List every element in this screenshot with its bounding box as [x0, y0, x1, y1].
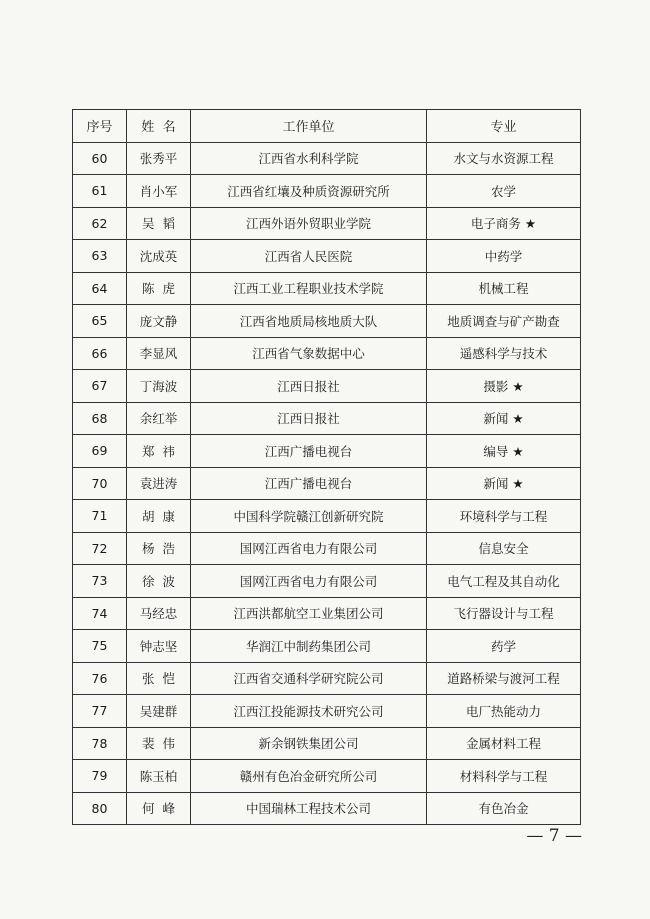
cell-name: 丁海波: [127, 370, 191, 403]
cell-unit: 江西日报社: [191, 402, 427, 435]
cell-unit: 江西省水利科学院: [191, 142, 427, 175]
table-row: [73, 435, 581, 468]
table-row: [73, 402, 581, 435]
cell-no: 70: [73, 467, 127, 500]
cell-major: 电厂热能动力: [427, 695, 581, 728]
table-row: [73, 467, 581, 500]
table-row: [73, 272, 581, 305]
cell-major: 摄影 ★: [427, 370, 581, 403]
cell-major: 飞行器设计与工程: [427, 597, 581, 630]
cell-name: 郑 祎: [127, 435, 191, 468]
header-name: 姓 名: [127, 110, 191, 143]
cell-no: 65: [73, 305, 127, 338]
cell-name: 何 峰: [127, 792, 191, 825]
cell-major: 机械工程: [427, 272, 581, 305]
page-number: — 7 —: [526, 826, 582, 846]
cell-unit: 新余钢铁集团公司: [191, 727, 427, 760]
cell-major: 中药学: [427, 240, 581, 273]
cell-no: 77: [73, 695, 127, 728]
cell-name: 陈玉柏: [127, 760, 191, 793]
cell-name: 庞文静: [127, 305, 191, 338]
cell-major: 遥感科学与技术: [427, 337, 581, 370]
cell-no: 80: [73, 792, 127, 825]
cell-unit: 江西省红壤及种质资源研究所: [191, 175, 427, 208]
cell-no: 60: [73, 142, 127, 175]
table-row: [73, 597, 581, 630]
cell-no: 71: [73, 500, 127, 533]
cell-name: 袁进涛: [127, 467, 191, 500]
cell-no: 63: [73, 240, 127, 273]
cell-no: 66: [73, 337, 127, 370]
cell-major: 水文与水资源工程: [427, 142, 581, 175]
cell-major: 信息安全: [427, 532, 581, 565]
table-row: [73, 175, 581, 208]
cell-name: 沈成英: [127, 240, 191, 273]
cell-no: 64: [73, 272, 127, 305]
cell-unit: 江西洪都航空工业集团公司: [191, 597, 427, 630]
cell-unit: 赣州有色冶金研究所公司: [191, 760, 427, 793]
header-unit: 工作单位: [191, 110, 427, 143]
cell-major: 材料科学与工程: [427, 760, 581, 793]
cell-major: 道路桥梁与渡河工程: [427, 662, 581, 695]
cell-no: 61: [73, 175, 127, 208]
cell-unit: 中国瑞林工程技术公司: [191, 792, 427, 825]
cell-no: 67: [73, 370, 127, 403]
table-row: [73, 695, 581, 728]
cell-major: 有色冶金: [427, 792, 581, 825]
cell-name: 钟志坚: [127, 630, 191, 663]
cell-no: 74: [73, 597, 127, 630]
cell-name: 马经忠: [127, 597, 191, 630]
cell-no: 76: [73, 662, 127, 695]
cell-major: 环境科学与工程: [427, 500, 581, 533]
table-row: [73, 500, 581, 533]
table-row: [73, 305, 581, 338]
cell-major: 农学: [427, 175, 581, 208]
cell-name: 陈 虎: [127, 272, 191, 305]
cell-unit: 江西日报社: [191, 370, 427, 403]
cell-major: 新闻 ★: [427, 467, 581, 500]
table-row: [73, 565, 581, 598]
cell-major: 金属材料工程: [427, 727, 581, 760]
cell-unit: 江西省人民医院: [191, 240, 427, 273]
cell-unit: 江西省气象数据中心: [191, 337, 427, 370]
cell-name: 李显风: [127, 337, 191, 370]
table-header-row: [73, 110, 581, 143]
cell-no: 68: [73, 402, 127, 435]
cell-name: 肖小军: [127, 175, 191, 208]
cell-no: 79: [73, 760, 127, 793]
table-row: [73, 207, 581, 240]
table-row: [73, 662, 581, 695]
cell-unit: 江西工业工程职业技术学院: [191, 272, 427, 305]
table-row: [73, 532, 581, 565]
header-major: 专业: [427, 110, 581, 143]
table-row: [73, 727, 581, 760]
cell-no: 73: [73, 565, 127, 598]
cell-name: 徐 波: [127, 565, 191, 598]
table-body: [73, 142, 581, 825]
cell-major: 地质调查与矿产勘查: [427, 305, 581, 338]
table-row: [73, 792, 581, 825]
cell-unit: 江西省地质局核地质大队: [191, 305, 427, 338]
cell-unit: 江西外语外贸职业学院: [191, 207, 427, 240]
cell-major: 药学: [427, 630, 581, 663]
cell-name: 张秀平: [127, 142, 191, 175]
cell-unit: 华润江中制药集团公司: [191, 630, 427, 663]
cell-unit: 国网江西省电力有限公司: [191, 565, 427, 598]
cell-no: 78: [73, 727, 127, 760]
table-row: [73, 630, 581, 663]
table-row: [73, 760, 581, 793]
cell-major: 编导 ★: [427, 435, 581, 468]
cell-unit: 江西江投能源技术研究公司: [191, 695, 427, 728]
cell-no: 72: [73, 532, 127, 565]
cell-no: 69: [73, 435, 127, 468]
cell-unit: 江西省交通科学研究院公司: [191, 662, 427, 695]
cell-unit: 江西广播电视台: [191, 467, 427, 500]
cell-name: 吴 韬: [127, 207, 191, 240]
cell-unit: 江西广播电视台: [191, 435, 427, 468]
cell-name: 杨 浩: [127, 532, 191, 565]
cell-major: 电子商务 ★: [427, 207, 581, 240]
cell-name: 吴建群: [127, 695, 191, 728]
table-row: [73, 142, 581, 175]
cell-name: 张 恺: [127, 662, 191, 695]
cell-no: 62: [73, 207, 127, 240]
table-row: [73, 240, 581, 273]
table-row: [73, 337, 581, 370]
cell-no: 75: [73, 630, 127, 663]
roster-table: [72, 109, 581, 825]
table-row: [73, 370, 581, 403]
cell-major: 电气工程及其自动化: [427, 565, 581, 598]
cell-name: 胡 康: [127, 500, 191, 533]
header-no: 序号: [73, 110, 127, 143]
cell-unit: 中国科学院赣江创新研究院: [191, 500, 427, 533]
cell-major: 新闻 ★: [427, 402, 581, 435]
cell-name: 裴 伟: [127, 727, 191, 760]
cell-name: 余红举: [127, 402, 191, 435]
cell-unit: 国网江西省电力有限公司: [191, 532, 427, 565]
